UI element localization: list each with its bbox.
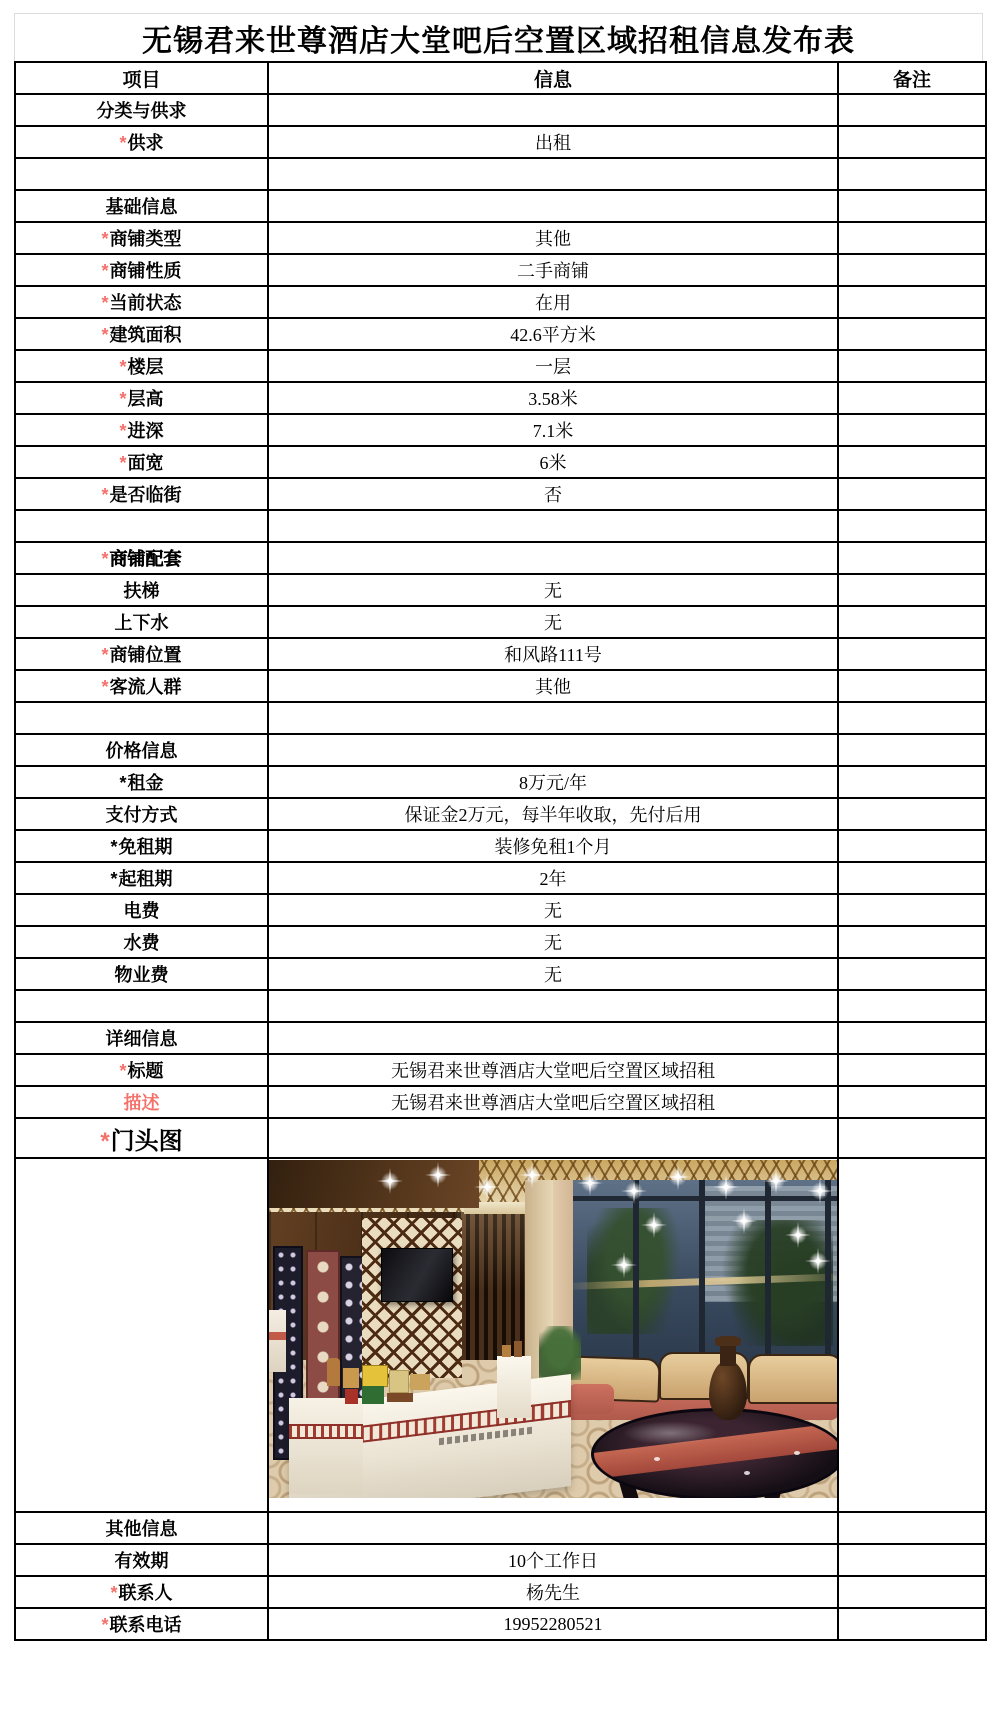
item-value-cell: [268, 286, 838, 318]
table-row: [15, 958, 986, 990]
item-value-cell: [268, 190, 838, 222]
item-label: 详细信息: [105, 1029, 178, 1049]
note-cell: [838, 222, 986, 254]
note-cell: [838, 158, 986, 190]
item-value: 3.58米: [528, 389, 578, 409]
note-cell: [838, 1158, 986, 1512]
spacer-row: [15, 702, 986, 734]
table-row: [15, 926, 986, 958]
table-row: [15, 350, 986, 382]
item-label-cell: [15, 318, 268, 350]
item-label: 有效期: [114, 1551, 169, 1571]
photo-vase: [709, 1360, 747, 1420]
item-value-cell: [268, 510, 838, 542]
item-value: 否: [544, 485, 562, 505]
item-label: 供求: [127, 133, 164, 153]
light-flare: [377, 1168, 403, 1194]
item-label: 起租期: [118, 869, 173, 889]
item-value-cell: [268, 990, 838, 1022]
table-row: [15, 478, 986, 510]
item-label-cell: [15, 926, 268, 958]
note-cell: [838, 350, 986, 382]
table-row: [15, 1022, 986, 1054]
note-cell: [838, 734, 986, 766]
item-value-cell: [268, 1544, 838, 1576]
item-label: 楼层: [127, 357, 164, 377]
item-label: 扶梯: [123, 581, 160, 601]
note-cell: [838, 1086, 986, 1118]
item-label: 面宽: [127, 453, 164, 473]
item-label: 描述: [123, 1093, 160, 1113]
note-cell: [838, 958, 986, 990]
table-row: [15, 1086, 986, 1118]
note-cell: [838, 702, 986, 734]
item-value-cell: [268, 1022, 838, 1054]
item-label-cell: [15, 446, 268, 478]
item-label-cell: [15, 286, 268, 318]
note-cell: [838, 94, 986, 126]
note-cell: [838, 574, 986, 606]
item-label-cell: [15, 606, 268, 638]
item-value-cell: [268, 478, 838, 510]
item-value: 其他: [535, 229, 571, 249]
table-row: [15, 734, 986, 766]
storefront-photo: [269, 1160, 838, 1498]
item-label-cell: [15, 574, 268, 606]
item-label-cell: [15, 510, 268, 542]
table-row: [15, 798, 986, 830]
item-value-cell: [268, 126, 838, 158]
item-value-cell: [268, 1086, 838, 1118]
item-value: 42.6平方米: [510, 325, 596, 345]
item-label: 进深: [127, 421, 164, 441]
note-cell: [838, 766, 986, 798]
item-value: 7.1米: [532, 421, 574, 441]
item-value: 19952280521: [503, 1613, 603, 1634]
required-asterisk: *: [119, 773, 127, 793]
required-asterisk: *: [101, 645, 109, 665]
note-cell: [838, 1022, 986, 1054]
note-cell: [838, 446, 986, 478]
required-asterisk: *: [101, 549, 109, 569]
item-label-cell: [15, 1544, 268, 1576]
item-value-cell: [268, 94, 838, 126]
item-value-cell: [268, 1576, 838, 1608]
item-label-cell: [15, 1022, 268, 1054]
note-cell: [838, 382, 986, 414]
required-asterisk: *: [110, 1583, 118, 1603]
spacer-row: [15, 158, 986, 190]
item-label-cell: [15, 414, 268, 446]
item-label-cell: [15, 478, 268, 510]
item-label-cell: [15, 638, 268, 670]
table-row: [15, 94, 986, 126]
item-label-cell: [15, 1158, 268, 1512]
note-cell: [838, 638, 986, 670]
photo-plant: [539, 1326, 581, 1380]
item-label-cell: [15, 734, 268, 766]
item-value: 出租: [535, 133, 571, 153]
required-asterisk: *: [110, 869, 118, 889]
rental-info-table: [14, 61, 987, 1641]
table-row: [15, 1118, 986, 1158]
item-label-cell: [15, 1576, 268, 1608]
table-row: [15, 542, 986, 574]
required-asterisk: *: [119, 453, 127, 473]
item-label: 商铺位置: [109, 645, 182, 665]
item-label-cell: [15, 1054, 268, 1086]
item-label-cell: [15, 990, 268, 1022]
item-label: 是否临街: [109, 485, 182, 505]
item-value-cell: [268, 958, 838, 990]
item-value: 在用: [535, 293, 571, 313]
item-value: 保证金2万元，每半年收取，先付后用: [404, 805, 702, 825]
note-cell: [838, 254, 986, 286]
note-cell: [838, 926, 986, 958]
item-value-cell: [268, 702, 838, 734]
table-row: [15, 862, 986, 894]
required-asterisk: *: [119, 389, 127, 409]
item-label-cell: [15, 350, 268, 382]
table-row: [15, 382, 986, 414]
photo-tv: [381, 1248, 453, 1302]
item-value-cell: [268, 382, 838, 414]
header-note: 备注: [838, 62, 986, 94]
photo-cell: [268, 1158, 838, 1512]
item-value: 无锡君来世尊酒店大堂吧后空置区域招租: [391, 1093, 715, 1113]
item-label: 上下水: [114, 613, 169, 633]
table-row: [15, 1054, 986, 1086]
table-row: [15, 286, 986, 318]
item-value: 和风路111号: [504, 645, 602, 665]
item-label-cell: [15, 958, 268, 990]
header-item: 项目: [15, 62, 268, 94]
item-value-cell: [268, 606, 838, 638]
item-value: 10个工作日: [508, 1551, 598, 1571]
item-label-cell: [15, 702, 268, 734]
required-asterisk: *: [110, 837, 118, 857]
item-label-cell: [15, 126, 268, 158]
required-asterisk: *: [119, 1061, 127, 1081]
item-label: 电费: [123, 901, 160, 921]
note-cell: [838, 478, 986, 510]
note-cell: [838, 1054, 986, 1086]
item-label: 租金: [127, 773, 164, 793]
item-label: 商铺性质: [109, 261, 182, 281]
item-value: 无: [544, 581, 562, 601]
item-label: 建筑面积: [109, 325, 182, 345]
item-value-cell: [268, 862, 838, 894]
item-label-cell: [15, 542, 268, 574]
item-value-cell: [268, 574, 838, 606]
note-cell: [838, 1118, 986, 1158]
table-row: [15, 446, 986, 478]
table-row: [15, 1512, 986, 1544]
item-label: 层高: [127, 389, 164, 409]
note-cell: [838, 1608, 986, 1640]
item-value-cell: [268, 158, 838, 190]
note-cell: [838, 126, 986, 158]
note-cell: [838, 1544, 986, 1576]
item-value: 8万元/年: [518, 773, 587, 793]
item-value-cell: [268, 766, 838, 798]
table-row: [15, 830, 986, 862]
item-value: 一层: [535, 357, 571, 377]
required-asterisk: *: [119, 133, 127, 153]
item-value-cell: [268, 414, 838, 446]
item-label-cell: [15, 222, 268, 254]
item-label: 其他信息: [105, 1519, 178, 1539]
required-asterisk: *: [101, 677, 109, 697]
item-value-cell: [268, 894, 838, 926]
item-value: 2年: [539, 869, 567, 889]
item-value: 无: [544, 933, 562, 953]
item-label: 门头图: [110, 1127, 183, 1155]
item-label: 联系电话: [109, 1615, 182, 1635]
note-cell: [838, 894, 986, 926]
item-value-cell: [268, 670, 838, 702]
header-info: 信息: [268, 62, 838, 94]
spacer-row: [15, 990, 986, 1022]
table-row: [15, 1576, 986, 1608]
item-label-cell: [15, 798, 268, 830]
item-value-cell: [268, 350, 838, 382]
required-asterisk: *: [101, 293, 109, 313]
item-label-cell: [15, 1118, 268, 1158]
item-value-cell: [268, 542, 838, 574]
item-label: 水费: [123, 933, 160, 953]
required-asterisk: *: [119, 357, 127, 377]
item-label-cell: [15, 94, 268, 126]
table-row: [15, 222, 986, 254]
item-label-cell: [15, 894, 268, 926]
item-label: 支付方式: [105, 805, 178, 825]
item-value-cell: [268, 1608, 838, 1640]
item-value-cell: [268, 254, 838, 286]
item-value-cell: [268, 638, 838, 670]
item-value-cell: [268, 926, 838, 958]
item-value: 装修免租1个月: [494, 837, 612, 857]
note-cell: [838, 1512, 986, 1544]
spacer-row: [15, 510, 986, 542]
item-value-cell: [268, 222, 838, 254]
item-label-cell: [15, 862, 268, 894]
note-cell: [838, 830, 986, 862]
item-value-cell: [268, 446, 838, 478]
note-cell: [838, 670, 986, 702]
note-cell: [838, 414, 986, 446]
table-row: [15, 126, 986, 158]
item-label: 联系人: [118, 1583, 173, 1603]
table-row: [15, 766, 986, 798]
item-value-cell: [268, 1512, 838, 1544]
item-label-cell: [15, 670, 268, 702]
note-cell: [838, 542, 986, 574]
item-label-cell: [15, 158, 268, 190]
note-cell: [838, 606, 986, 638]
note-cell: [838, 286, 986, 318]
note-cell: [838, 990, 986, 1022]
required-asterisk: *: [119, 421, 127, 441]
item-label: 商铺类型: [109, 229, 182, 249]
required-asterisk: *: [101, 325, 109, 345]
required-asterisk: *: [101, 229, 109, 249]
note-cell: [838, 1576, 986, 1608]
item-label: 免租期: [118, 837, 173, 857]
item-label-cell: [15, 1608, 268, 1640]
item-label: 基础信息: [105, 197, 178, 217]
note-cell: [838, 862, 986, 894]
item-label-cell: [15, 1512, 268, 1544]
item-label-cell: [15, 1086, 268, 1118]
item-value-cell: [268, 1118, 838, 1158]
item-value-cell: [268, 830, 838, 862]
item-value-cell: [268, 1054, 838, 1086]
item-label: 分类与供求: [96, 101, 187, 121]
item-value: 其他: [535, 677, 571, 697]
item-label: 标题: [127, 1061, 164, 1081]
item-label: 价格信息: [105, 741, 178, 761]
item-value-cell: [268, 734, 838, 766]
photo-table: [591, 1408, 838, 1498]
table-row: [15, 1608, 986, 1640]
item-label: 物业费: [114, 965, 169, 985]
note-cell: [838, 510, 986, 542]
table-row: [15, 414, 986, 446]
item-label: 客流人群: [109, 677, 182, 697]
required-asterisk: *: [101, 261, 109, 281]
info-table-body: [15, 94, 986, 1640]
item-label: 当前状态: [109, 293, 182, 313]
item-value-cell: [268, 798, 838, 830]
note-cell: [838, 798, 986, 830]
item-label: 商铺配套: [109, 549, 182, 569]
table-row: [15, 638, 986, 670]
table-row: [15, 254, 986, 286]
item-label-cell: [15, 766, 268, 798]
table-row: [15, 894, 986, 926]
item-value: 无: [544, 901, 562, 921]
note-cell: [838, 190, 986, 222]
table-row: [15, 1544, 986, 1576]
required-asterisk: *: [101, 485, 109, 505]
required-asterisk: *: [100, 1127, 110, 1155]
table-row: [15, 670, 986, 702]
photo-row: [15, 1158, 986, 1512]
item-value: 二手商铺: [517, 261, 589, 281]
item-value: 6米: [539, 453, 567, 473]
item-value: 杨先生: [526, 1583, 580, 1603]
item-label-cell: [15, 830, 268, 862]
header-row: [15, 62, 986, 94]
note-cell: [838, 318, 986, 350]
item-label-cell: [15, 382, 268, 414]
item-value: 无: [544, 613, 562, 633]
page-title: 无锡君来世尊酒店大堂吧后空置区域招租信息发布表: [14, 13, 983, 62]
table-row: [15, 318, 986, 350]
item-label-cell: [15, 254, 268, 286]
item-label-cell: [15, 190, 268, 222]
item-value: 无: [544, 965, 562, 985]
table-row: [15, 574, 986, 606]
table-row: [15, 190, 986, 222]
table-row: [15, 606, 986, 638]
required-asterisk: *: [101, 1615, 109, 1635]
item-value-cell: [268, 318, 838, 350]
item-value: 无锡君来世尊酒店大堂吧后空置区域招租: [391, 1061, 715, 1081]
